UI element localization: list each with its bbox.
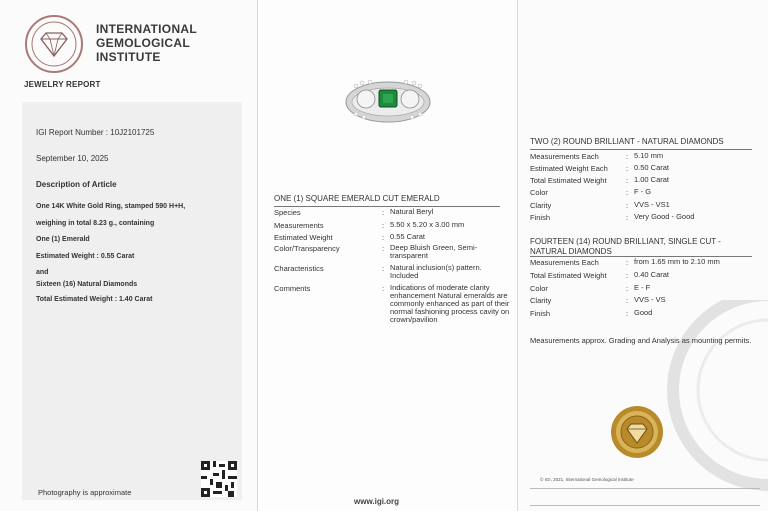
row-value: F - G	[634, 187, 652, 196]
row-value: 0.50 Carat	[634, 163, 670, 172]
two-diamonds-heading: TWO (2) ROUND BRILLIANT - NATURAL DIAMONDS	[530, 137, 724, 146]
row-label: Clarity	[530, 201, 552, 210]
description-heading: Description of Article	[36, 180, 117, 189]
photography-note: Photography is approximate	[38, 488, 132, 497]
brand-line-2: GEMOLOGICAL	[96, 36, 190, 50]
brand-line-3: INSTITUTE	[96, 50, 161, 64]
row-value: 5.50 x 5.20 x 3.00 mm	[390, 220, 465, 229]
emerald-heading: ONE (1) SQUARE EMERALD CUT EMERALD	[274, 194, 440, 203]
row-label: Measurements Each	[530, 152, 599, 161]
row-label: Measurements	[274, 221, 324, 230]
row-value: Natural Beryl	[390, 207, 434, 216]
row-label: Species	[274, 208, 301, 217]
row-label: Finish	[530, 309, 551, 318]
row-label: Color	[530, 188, 548, 197]
row-label: Color	[530, 284, 548, 293]
emerald-panel: ONE (1) SQUARE EMERALD CUT EMERALD Species : Natural Beryl Measurements : 5.50 x 5.20 x 3.00 mm Estimated Weight : 0.55 Carat Color/Transparency : Deep Bluish Green, Semi-transparent Characteristics : Natural inclusion(s) pattern. Included Comments : Indications of moderate clarity enhancement Natural emeralds are commonly enhanced as part of their normal fashioning process cavity on crown/pavilion www.igi.org	[258, 0, 518, 511]
gemological-watermark-icon	[658, 300, 768, 500]
row-label: Estimated Weight Each	[530, 164, 608, 173]
row-value: from 1.65 mm to 2.10 mm	[634, 257, 720, 266]
description-line: and	[36, 269, 49, 276]
website-link[interactable]: www.igi.org	[354, 497, 400, 506]
fourteen-diamonds-heading: FOURTEEN (14) ROUND BRILLIANT, SINGLE CUT - NATURAL DIAMONDS	[530, 237, 721, 256]
row-value: VVS - VS	[634, 295, 666, 304]
row-value: 0.40 Carat	[634, 270, 670, 279]
measurements-note: Measurements approx. Grading and Analysis as mounting permits.	[530, 336, 752, 345]
row-value: 0.55 Carat	[390, 232, 426, 241]
report-type: JEWELRY REPORT	[24, 80, 101, 89]
igi-seal-icon	[610, 405, 664, 459]
heading-rule	[530, 149, 752, 150]
brand-line-1: INTERNATIONAL	[96, 22, 198, 36]
heading-rule	[274, 206, 500, 207]
row-value: Natural inclusion(s) pattern. Included	[390, 263, 482, 280]
description-line: One (1) Emerald	[36, 236, 90, 243]
row-label: Characteristics	[274, 264, 324, 273]
report-number: IGI Report Number : 10J2101725	[36, 128, 155, 137]
row-value: Good	[634, 308, 653, 317]
copyright-text: © IGI, 2021, International Gemological Institute	[540, 477, 634, 482]
summary-panel	[0, 0, 258, 511]
footer-bar	[530, 488, 760, 506]
row-value: Very Good - Good	[634, 212, 695, 221]
igi-logo-icon	[24, 14, 84, 74]
row-value: VVS - VS1	[634, 200, 670, 209]
row-label: Estimated Weight	[274, 233, 333, 242]
row-value: Indications of moderate clarity enhancement Natural emeralds are commonly enhanced as part of their normal fashioning process cavity on crown/pavilion	[390, 283, 510, 324]
qr-code-icon	[201, 461, 237, 497]
description-line: Estimated Weight : 0.55 Carat	[36, 253, 135, 260]
row-label: Color/Transparency	[274, 244, 340, 253]
row-label: Clarity	[530, 296, 552, 305]
institute-name	[96, 22, 197, 64]
description-line: Sixteen (16) Natural Diamonds	[36, 281, 138, 288]
row-value: 1.00 Carat	[634, 175, 670, 184]
row-label: Finish	[530, 213, 551, 222]
row-value: Deep Bluish Green, Semi-transparent	[390, 243, 478, 260]
description-line: Total Estimated Weight : 1.40 Carat	[36, 296, 153, 303]
row-label: Total Estimated Weight	[530, 271, 607, 280]
row-label: Measurements Each	[530, 258, 599, 267]
description-line: weighing in total 8.23 g., containing	[36, 220, 155, 227]
report-date: September 10, 2025	[36, 154, 109, 163]
row-value: 5.10 mm	[634, 151, 664, 160]
description-line: One 14K White Gold Ring, stamped 590 H+H,	[36, 203, 186, 210]
row-value: E - F	[634, 283, 651, 292]
diamonds-panel: TWO (2) ROUND BRILLIANT - NATURAL DIAMONDS Measurements Each : 5.10 mm Estimated Weight Each : 0.50 Carat Total Estimated Weight : 1.00 Carat Color : F - G Clarity : VVS - VS1 Finish : Very Good - Good FOURTEEN (14) ROUND BRILLIANT, SINGLE CUT - NATURAL DIAMONDS Measurements Each : from 1.65 mm to 2.10 mm Total Estimated Weight : 0.40 Carat Color : E - F Clarity : VVS - VS Finish : Good Measurements approx. Grading and Analysis as mounting permits. © IGI, 2021, International Gemological Institute	[518, 0, 768, 511]
row-label: Comments	[274, 284, 311, 293]
row-label: Total Estimated Weight	[530, 176, 607, 185]
ring-photo	[344, 72, 432, 124]
